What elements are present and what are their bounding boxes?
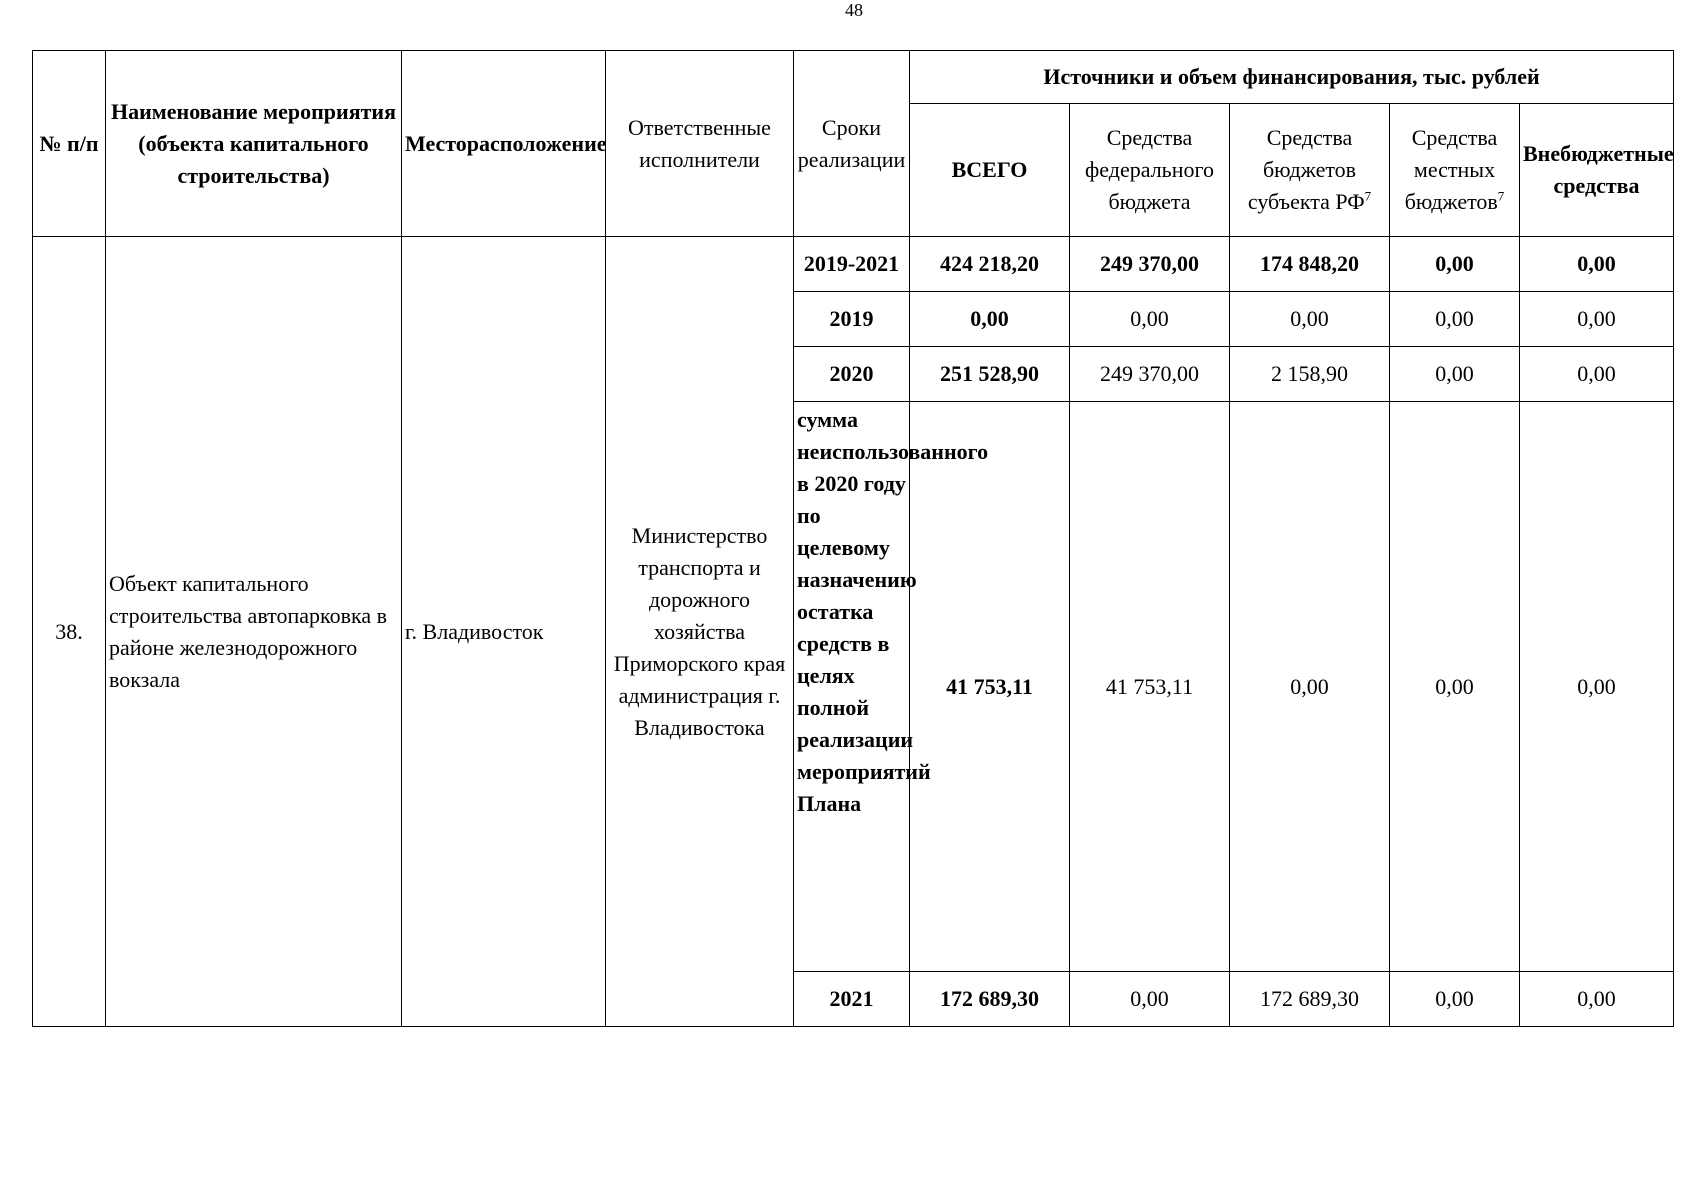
footnote-marker: 7 bbox=[1497, 188, 1505, 204]
cell-period: 2019-2021 bbox=[794, 237, 910, 292]
cell-federal: 0,00 bbox=[1070, 972, 1230, 1027]
cell-local: 0,00 bbox=[1390, 347, 1520, 402]
cell-extra: 0,00 bbox=[1520, 347, 1674, 402]
cell-regional: 172 689,30 bbox=[1230, 972, 1390, 1027]
cell-extra: 0,00 bbox=[1520, 237, 1674, 292]
cell-period: 2019 bbox=[794, 292, 910, 347]
header-local bbox=[1390, 104, 1520, 237]
footnote-marker: 7 bbox=[1364, 188, 1372, 204]
cell-regional: 0,00 bbox=[1230, 402, 1390, 972]
cell-regional: 2 158,90 bbox=[1230, 347, 1390, 402]
cell-federal: 0,00 bbox=[1070, 292, 1230, 347]
cell-federal: 249 370,00 bbox=[1070, 347, 1230, 402]
header-extra: Внебюджетные средства bbox=[1520, 104, 1674, 237]
cell-total: 0,00 bbox=[910, 292, 1070, 347]
entry-num: 38. bbox=[33, 237, 106, 1027]
cell-total: 424 218,20 bbox=[910, 237, 1070, 292]
cell-federal: 41 753,11 bbox=[1070, 402, 1230, 972]
header-federal: Средства федерального бюджета bbox=[1070, 104, 1230, 237]
cell-total: 41 753,11 bbox=[910, 402, 1070, 972]
cell-extra: 0,00 bbox=[1520, 972, 1674, 1027]
header-funding-group: Источники и объем финансирования, тыс. рублей bbox=[910, 51, 1674, 104]
cell-regional: 0,00 bbox=[1230, 292, 1390, 347]
header-total: ВСЕГО bbox=[910, 104, 1070, 237]
header-period: Сроки реализации bbox=[794, 51, 910, 237]
cell-total: 172 689,30 bbox=[910, 972, 1070, 1027]
financing-table bbox=[32, 50, 1674, 1027]
table-row bbox=[33, 237, 1674, 292]
cell-local: 0,00 bbox=[1390, 292, 1520, 347]
cell-federal: 249 370,00 bbox=[1070, 237, 1230, 292]
header-regional-text: Средства бюджетов субъекта РФ bbox=[1247, 125, 1365, 214]
header-num: № п/п bbox=[33, 51, 106, 237]
header-responsible: Ответственные исполнители bbox=[606, 51, 794, 237]
header-regional bbox=[1230, 104, 1390, 237]
cell-total: 251 528,90 bbox=[910, 347, 1070, 402]
cell-regional: 174 848,20 bbox=[1230, 237, 1390, 292]
cell-local: 0,00 bbox=[1390, 237, 1520, 292]
cell-period: 2021 bbox=[794, 972, 910, 1027]
header-local-text: Средства местных бюджетов bbox=[1404, 125, 1498, 214]
header-name: Наименование мероприятия (объекта капитального строительства) bbox=[106, 51, 402, 237]
page-number: 48 bbox=[845, 0, 863, 20]
cell-period: 2020 bbox=[794, 347, 910, 402]
cell-period: сумма неиспользованного в 2020 году по целевому назначению остатка средств в целях полной реализации мероприятий Плана bbox=[794, 402, 910, 972]
entry-responsible: Министерство транспорта и дорожного хозяйства Приморского края администрация г. Владивостока bbox=[606, 237, 794, 1027]
cell-local: 0,00 bbox=[1390, 972, 1520, 1027]
entry-location: г. Владивосток bbox=[402, 237, 606, 1027]
entry-name: Объект капитального строительства автопарковка в районе железнодорожного вокзала bbox=[106, 237, 402, 1027]
cell-local: 0,00 bbox=[1390, 402, 1520, 972]
header-location: Месторасположение bbox=[402, 51, 606, 237]
cell-extra: 0,00 bbox=[1520, 292, 1674, 347]
cell-extra: 0,00 bbox=[1520, 402, 1674, 972]
